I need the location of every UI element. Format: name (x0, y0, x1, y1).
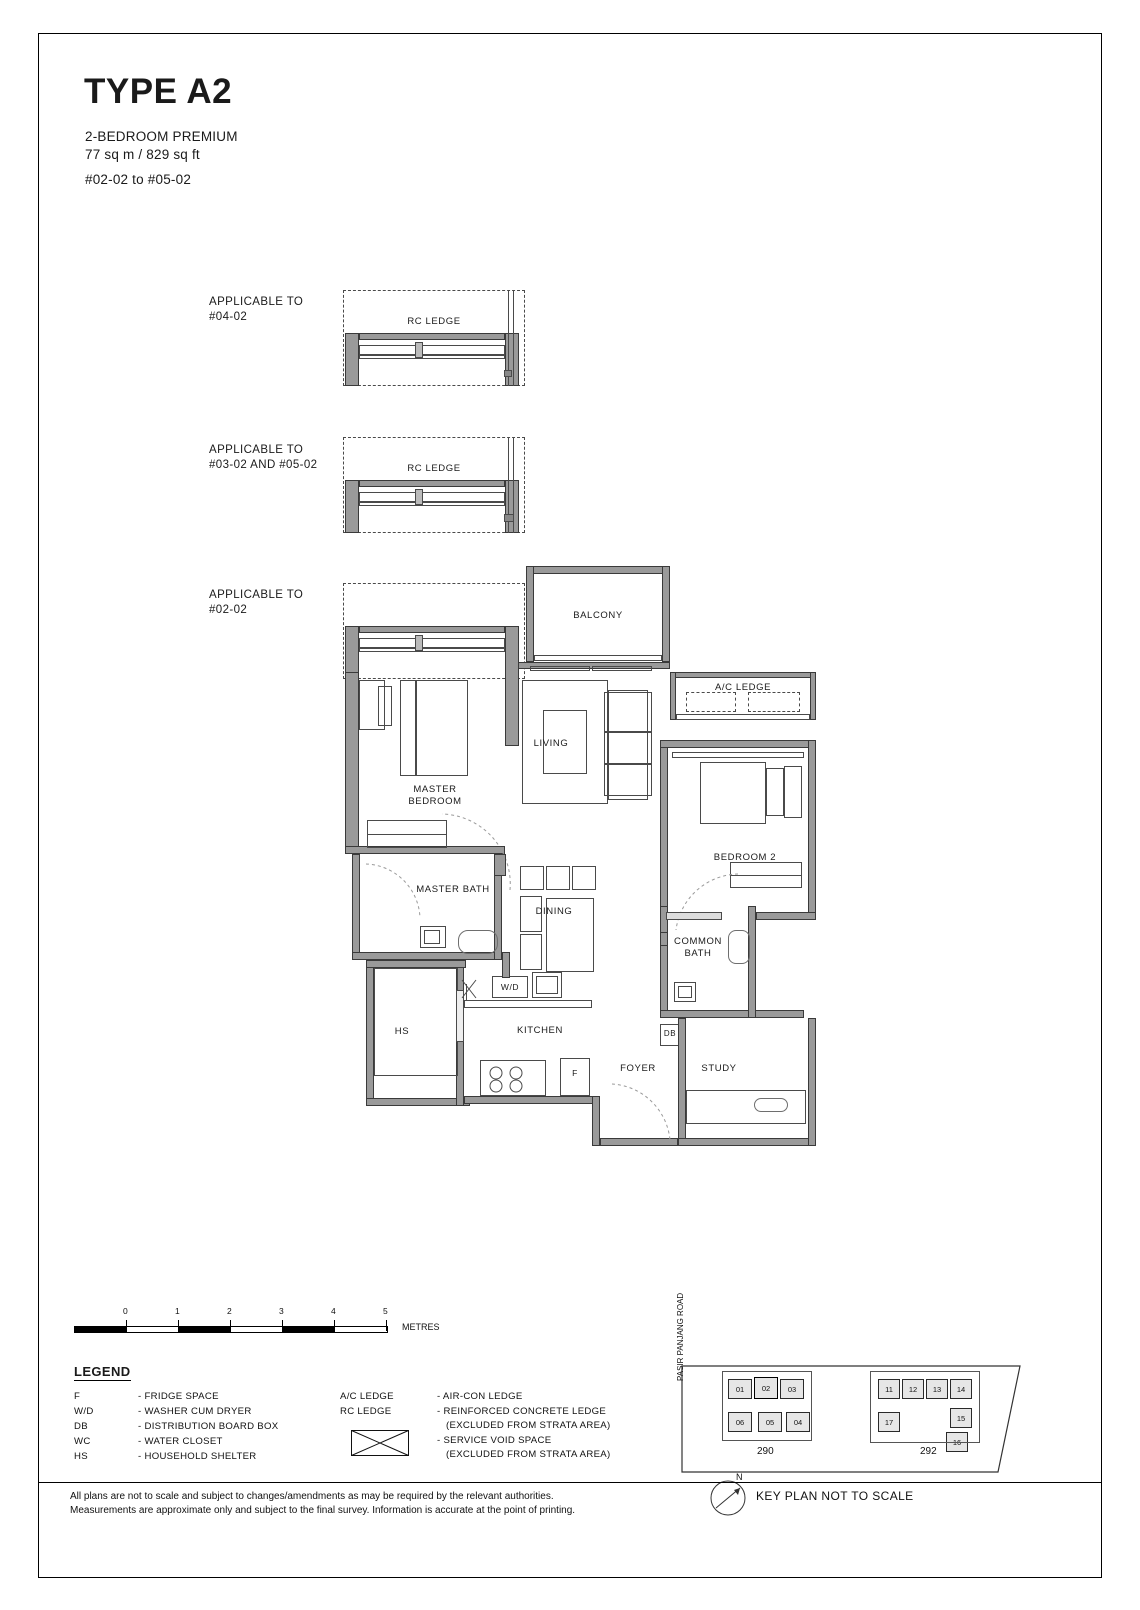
disclaimer: All plans are not to scale and subject to changes/amendments as may be required by the relevant authorities. Measurements are approximate only and subject to the final survey. Information is accurate at the point of printing. (70, 1491, 576, 1516)
key-plan-caption: KEY PLAN NOT TO SCALE (756, 1489, 914, 1503)
legend-desc-ac-ledge: - AIR-CON LEDGE (437, 1391, 523, 1402)
legend-code-hs: HS (74, 1451, 88, 1462)
key-plan-unit-04: 04 (786, 1412, 810, 1432)
room-label-master-bath: MASTER BATH (416, 884, 490, 895)
legend-desc-db: - DISTRIBUTION BOARD BOX (138, 1421, 279, 1432)
key-plan-unit-17: 17 (878, 1412, 900, 1432)
door-arc-bedroom-2 (672, 872, 742, 932)
variant-1-ledge-label: RC LEDGE (407, 316, 461, 327)
legend-desc-void: - SERVICE VOID SPACE (437, 1435, 552, 1446)
scale-unit: METRES (402, 1322, 440, 1332)
key-plan-unit-16: 16 (946, 1432, 968, 1452)
legend-desc-hs: - HOUSEHOLD SHELTER (138, 1451, 257, 1462)
key-plan-unit-01: 01 (728, 1379, 752, 1399)
scale-tick-0: 0 (123, 1306, 128, 1316)
label-hs: HS (394, 1026, 410, 1037)
variant-2-ledge-label: RC LEDGE (407, 463, 461, 474)
legend-desc-rc-ledge: - REINFORCED CONCRETE LEDGE (437, 1406, 607, 1417)
room-label-foyer: FOYER (620, 1063, 656, 1074)
unit-numbers: #02-02 to #05-02 (85, 172, 192, 187)
label-db: DB (663, 1029, 677, 1038)
unit-area: 77 sq m / 829 sq ft (85, 147, 200, 162)
key-plan-block-292: 292 (920, 1446, 937, 1457)
room-label-ac-ledge: A/C LEDGE (714, 682, 772, 693)
key-plan-unit-06: 06 (728, 1412, 752, 1432)
room-label-living: LIVING (533, 738, 569, 749)
key-plan-unit-05: 05 (758, 1412, 782, 1432)
door-symbol-kitchen (460, 978, 478, 1000)
legend-desc-wc: - WATER CLOSET (138, 1436, 223, 1447)
key-plan-road-label: PASIR PANJANG ROAD (676, 1292, 685, 1381)
legend-title: LEGEND (74, 1364, 131, 1379)
legend-code-wd: W/D (74, 1406, 94, 1417)
key-plan-unit-14: 14 (950, 1379, 972, 1399)
door-arc-entry (608, 1082, 678, 1144)
page-title: TYPE A2 (84, 72, 233, 111)
label-fridge: F (572, 1068, 578, 1078)
room-label-common-bath: COMMON BATH (674, 936, 722, 959)
legend-code-ac-ledge: A/C LEDGE (340, 1391, 394, 1402)
room-label-bedroom-2: BEDROOM 2 (713, 852, 777, 863)
north-arrow-icon (708, 1478, 750, 1520)
legend-desc-f: - FRIDGE SPACE (138, 1391, 219, 1402)
key-plan-unit-12: 12 (902, 1379, 924, 1399)
label-wd: W/D (500, 982, 520, 992)
key-plan-unit-11: 11 (878, 1379, 900, 1399)
void-space-swatch-icon (351, 1430, 409, 1456)
room-label-study: STUDY (701, 1063, 737, 1074)
scale-tick-4: 4 (331, 1306, 336, 1316)
legend-code-db: DB (74, 1421, 88, 1432)
legend-code-rc-ledge: RC LEDGE (340, 1406, 392, 1417)
scale-tick-3: 3 (279, 1306, 284, 1316)
legend-code-f: F (74, 1391, 81, 1402)
key-plan-unit-13: 13 (926, 1379, 948, 1399)
key-plan-block-290: 290 (757, 1446, 774, 1457)
unit-type-subtitle: 2-BEDROOM PREMIUM (85, 129, 238, 144)
legend-desc-rc-ledge-2: (EXCLUDED FROM STRATA AREA) (446, 1420, 611, 1431)
scale-tick-5: 5 (383, 1306, 388, 1316)
key-plan-unit-15: 15 (950, 1408, 972, 1428)
scale-tick-1: 1 (175, 1306, 180, 1316)
page-border (38, 33, 1102, 1578)
key-plan-unit-02: 02 (754, 1377, 778, 1399)
door-arc-master-bath (364, 862, 424, 922)
room-label-dining: DINING (535, 906, 573, 917)
room-label-master-bedroom: MASTER BEDROOM (408, 784, 462, 807)
north-label: N (736, 1472, 743, 1482)
legend-desc-wd: - WASHER CUM DRYER (138, 1406, 252, 1417)
variant-1-label: APPLICABLE TO #04-02 (209, 296, 304, 323)
legend-code-wc: WC (74, 1436, 91, 1447)
room-label-balcony: BALCONY (573, 610, 623, 621)
room-label-kitchen: KITCHEN (517, 1025, 563, 1036)
stove-icon (484, 1064, 542, 1094)
legend-desc-void-2: (EXCLUDED FROM STRATA AREA) (446, 1449, 611, 1460)
scale-tick-2: 2 (227, 1306, 232, 1316)
variant-3-label: APPLICABLE TO #02-02 (209, 589, 304, 616)
key-plan-unit-03: 03 (780, 1379, 804, 1399)
variant-2-label: APPLICABLE TO #03-02 AND #05-02 (209, 444, 318, 471)
